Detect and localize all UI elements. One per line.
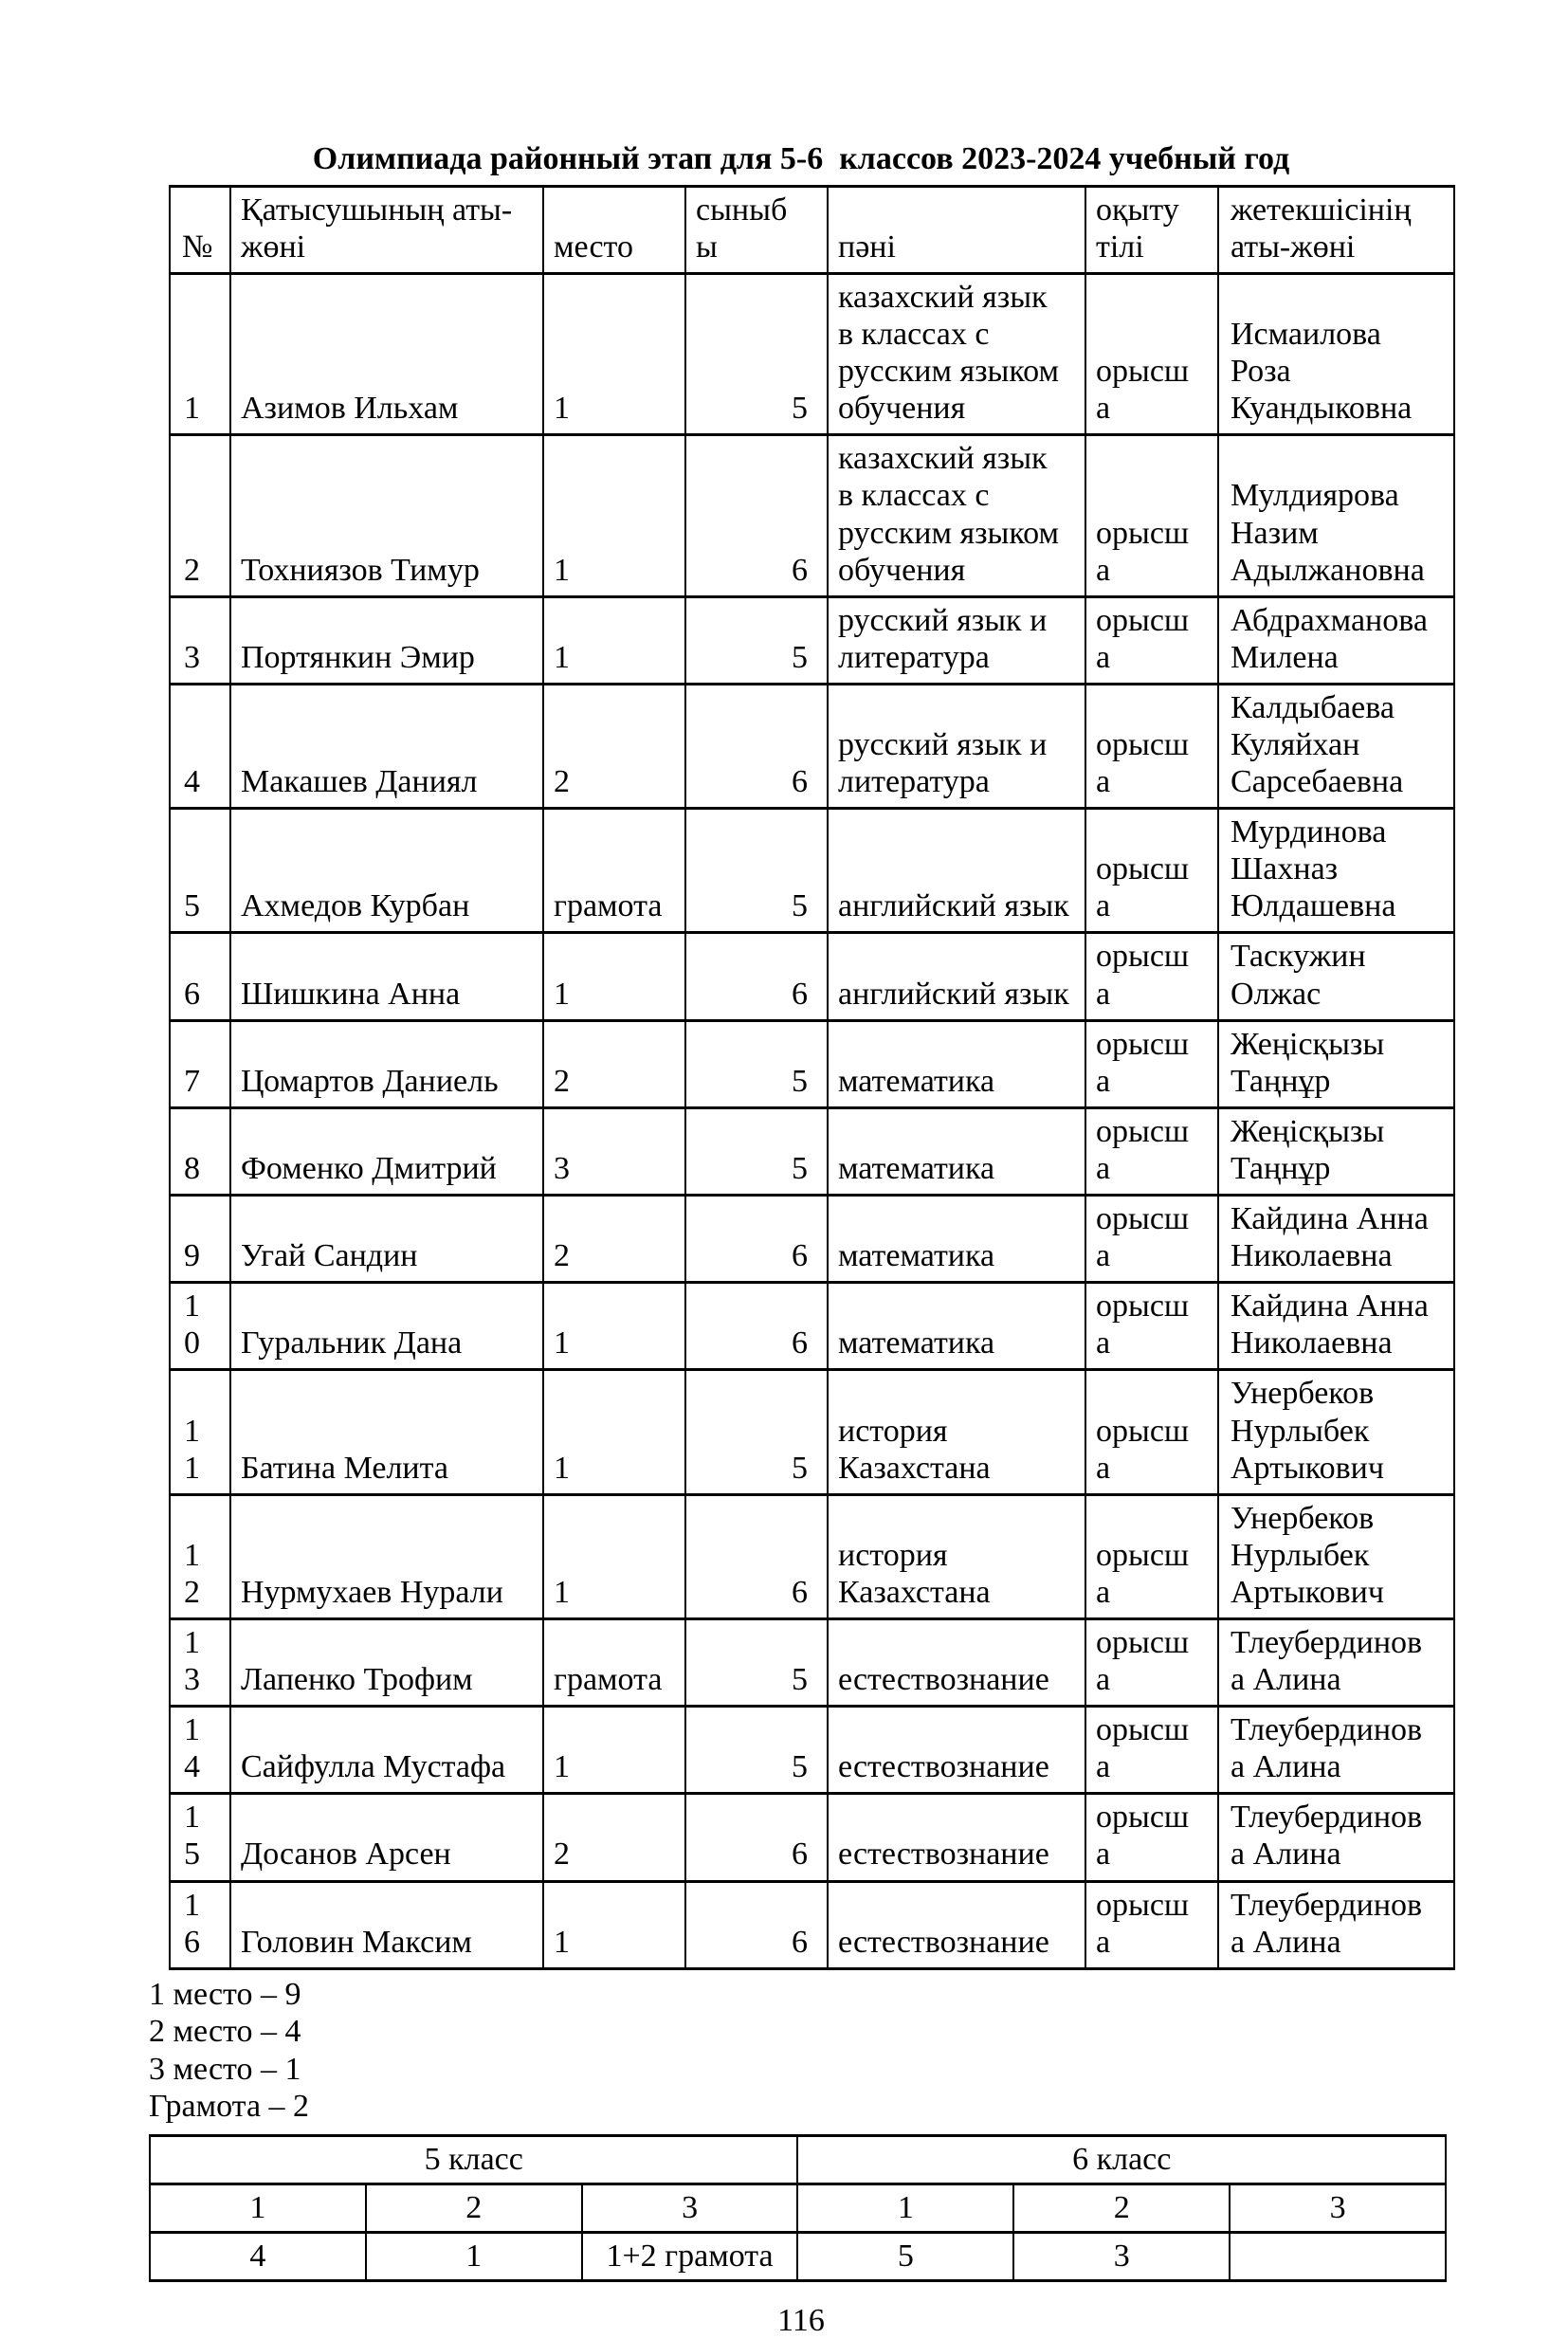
row-number-cell: 16: [170, 1881, 230, 1968]
teaching-language-cell: орысша: [1085, 1020, 1218, 1107]
row-number-cell: 12: [170, 1494, 230, 1618]
participant-name-cell: Цомартов Даниель: [230, 1020, 543, 1107]
row-number-cell: 14: [170, 1707, 230, 1794]
subject-cell: русский язык и литература: [828, 596, 1085, 684]
page-number: 116: [777, 2303, 825, 2339]
teacher-name-cell: Мулдиярова Назим Адылжановна: [1218, 435, 1454, 596]
table-row: [170, 596, 1454, 684]
participant-name-cell: Лапенко Трофим: [230, 1618, 543, 1706]
place-count: 5: [797, 2233, 1013, 2281]
participant-name-cell: Азимов Ильхам: [230, 273, 543, 434]
subject-cell: математика: [828, 1196, 1085, 1283]
participant-name-cell: Тохниязов Тимур: [230, 435, 543, 596]
subject-cell: математика: [828, 1107, 1085, 1195]
row-number-cell: 9: [170, 1196, 230, 1283]
grade-cell: 5: [685, 809, 828, 933]
grade-cell: 5: [685, 1020, 828, 1107]
table-row: [170, 273, 1454, 434]
place-header: 2: [1013, 2184, 1230, 2233]
subject-cell: история Казахстана: [828, 1494, 1085, 1618]
olympiad-table: [169, 185, 1455, 1970]
place-cell: 1: [543, 1283, 685, 1370]
row-number-cell: 1: [170, 273, 230, 434]
row-number-cell: 15: [170, 1794, 230, 1881]
subject-cell: русский язык и литература: [828, 684, 1085, 808]
column-header-teacher-name: жетекшісінің аты-жөні: [1218, 186, 1454, 273]
row-number-cell: 8: [170, 1107, 230, 1195]
summary-line-second-place: 2 место – 4: [149, 2014, 301, 2050]
teaching-language-cell: орысша: [1085, 1707, 1218, 1794]
place-count: 1: [366, 2233, 582, 2281]
teacher-name-cell: Тлеубердинова Алина: [1218, 1881, 1454, 1968]
grade-cell: 5: [685, 1370, 828, 1494]
table-row: [170, 684, 1454, 808]
teacher-name-cell: Мурдинова Шахназ Юлдашевна: [1218, 809, 1454, 933]
results-count-row: [150, 2233, 1446, 2281]
participant-name-cell: Макашев Даниял: [230, 684, 543, 808]
place-cell: 3: [543, 1107, 685, 1195]
table-row: [170, 1020, 1454, 1107]
place-cell: 2: [543, 1794, 685, 1881]
grade-cell: 5: [685, 1618, 828, 1706]
row-number-cell: 4: [170, 684, 230, 808]
subject-cell: английский язык: [828, 933, 1085, 1020]
place-cell: 1: [543, 1494, 685, 1618]
teacher-name-cell: Абдрахманова Милена: [1218, 596, 1454, 684]
column-header-teaching-language: оқыту тілі: [1085, 186, 1218, 273]
summary-block: [149, 1976, 1454, 2126]
teaching-language-cell: орысша: [1085, 1618, 1218, 1706]
participant-name-cell: Ахмедов Курбан: [230, 809, 543, 933]
grade-cell: 6: [685, 1494, 828, 1618]
teaching-language-cell: орысша: [1085, 1283, 1218, 1370]
row-number-cell: 3: [170, 596, 230, 684]
results-group-row: [150, 2136, 1446, 2184]
participant-name-cell: Головин Максим: [230, 1881, 543, 1968]
teacher-name-cell: Калдыбаева Куляйхан Сарсебаевна: [1218, 684, 1454, 808]
place-cell: 1: [543, 596, 685, 684]
place-cell: грамота: [543, 809, 685, 933]
place-count: 3: [1013, 2233, 1230, 2281]
participant-name-cell: Угай Сандин: [230, 1196, 543, 1283]
place-header: 3: [1230, 2184, 1446, 2233]
grade-cell: 6: [685, 1881, 828, 1968]
subject-cell: казахский язык в классах с русским языком обучения: [828, 435, 1085, 596]
subject-cell: естествознание: [828, 1707, 1085, 1794]
table-row: [170, 1881, 1454, 1968]
summary-line-first-place: 1 место – 9: [149, 1976, 301, 2012]
table-row: [170, 1196, 1454, 1283]
teacher-name-cell: Кайдина Анна Николаевна: [1218, 1196, 1454, 1283]
place-count: [1230, 2233, 1446, 2281]
teaching-language-cell: орысша: [1085, 1370, 1218, 1494]
subject-cell: английский язык: [828, 809, 1085, 933]
grade-cell: 6: [685, 1196, 828, 1283]
teaching-language-cell: орысша: [1085, 684, 1218, 808]
teaching-language-cell: орысша: [1085, 933, 1218, 1020]
place-header: 3: [582, 2184, 798, 2233]
place-cell: 1: [543, 1707, 685, 1794]
row-number-cell: 11: [170, 1370, 230, 1494]
olympiad-table-header: [170, 186, 1454, 273]
olympiad-table-body: [170, 273, 1454, 1968]
teaching-language-cell: орысша: [1085, 1794, 1218, 1881]
place-header: 1: [797, 2184, 1013, 2233]
column-header-grade: сыныбы: [685, 186, 828, 273]
teaching-language-cell: орысша: [1085, 1494, 1218, 1618]
table-row: [170, 1107, 1454, 1195]
teacher-name-cell: Кайдина Анна Николаевна: [1218, 1283, 1454, 1370]
summary-line-diploma: Грамота – 2: [149, 2089, 310, 2125]
column-header-participant-name: Қатысушының аты-жөні: [230, 186, 543, 273]
participant-name-cell: Батина Мелита: [230, 1370, 543, 1494]
table-row: [170, 1707, 1454, 1794]
teacher-name-cell: Унербеков Нурлыбек Артыкович: [1218, 1370, 1454, 1494]
place-cell: 2: [543, 1196, 685, 1283]
table-row: [170, 1283, 1454, 1370]
page-title: Олимпиада районный этап для 5-6 классов 2023-2024 учебный год: [312, 141, 1290, 176]
grade-cell: 6: [685, 1794, 828, 1881]
participant-name-cell: Портянкин Эмир: [230, 596, 543, 684]
teacher-name-cell: Тлеубердинова Алина: [1218, 1794, 1454, 1881]
teaching-language-cell: орысша: [1085, 1107, 1218, 1195]
table-row: [170, 1370, 1454, 1494]
group-header-grade5: 5 класс: [150, 2136, 797, 2184]
row-number-cell: 5: [170, 809, 230, 933]
table-row: [170, 933, 1454, 1020]
subject-cell: естествознание: [828, 1881, 1085, 1968]
teaching-language-cell: орысша: [1085, 809, 1218, 933]
group-header-grade6: 6 класс: [797, 2136, 1446, 2184]
place-cell: грамота: [543, 1618, 685, 1706]
grade-cell: 5: [685, 1707, 828, 1794]
participant-name-cell: Фоменко Дмитрий: [230, 1107, 543, 1195]
place-cell: 1: [543, 933, 685, 1020]
place-header: 2: [366, 2184, 582, 2233]
grade-cell: 5: [685, 1107, 828, 1195]
table-row: [170, 1794, 1454, 1881]
teacher-name-cell: Жеңісқызы Таңнұр: [1218, 1020, 1454, 1107]
teacher-name-cell: Жеңісқызы Таңнұр: [1218, 1107, 1454, 1195]
teacher-name-cell: Исмаилова Роза Куандыковна: [1218, 273, 1454, 434]
teaching-language-cell: орысша: [1085, 1881, 1218, 1968]
row-number-cell: 6: [170, 933, 230, 1020]
place-cell: 2: [543, 1020, 685, 1107]
table-row: [170, 1618, 1454, 1706]
subject-cell: история Казахстана: [828, 1370, 1085, 1494]
participant-name-cell: Шишкина Анна: [230, 933, 543, 1020]
participant-name-cell: Досанов Арсен: [230, 1794, 543, 1881]
grade-cell: 6: [685, 1283, 828, 1370]
row-number-cell: 13: [170, 1618, 230, 1706]
column-header-place: место: [543, 186, 685, 273]
table-row: [170, 1494, 1454, 1618]
teaching-language-cell: орысша: [1085, 273, 1218, 434]
place-cell: 1: [543, 273, 685, 434]
participant-name-cell: Гуральник Дана: [230, 1283, 543, 1370]
grade-cell: 6: [685, 684, 828, 808]
column-header-subject: пәні: [828, 186, 1085, 273]
subject-cell: математика: [828, 1283, 1085, 1370]
place-count: 4: [150, 2233, 366, 2281]
results-place-row: [150, 2184, 1446, 2233]
column-header-row-number: №: [170, 186, 230, 273]
place-cell: 1: [543, 435, 685, 596]
table-row: [170, 435, 1454, 596]
place-count: 1+2 грамота: [582, 2233, 798, 2281]
subject-cell: математика: [828, 1020, 1085, 1107]
row-number-cell: 7: [170, 1020, 230, 1107]
subject-cell: казахский язык в классах с русским языком обучения: [828, 273, 1085, 434]
teacher-name-cell: Таскужин Олжас: [1218, 933, 1454, 1020]
results-table: [149, 2134, 1447, 2282]
grade-cell: 5: [685, 596, 828, 684]
teaching-language-cell: орысша: [1085, 435, 1218, 596]
place-cell: 2: [543, 684, 685, 808]
row-number-cell: 2: [170, 435, 230, 596]
teaching-language-cell: орысша: [1085, 1196, 1218, 1283]
participant-name-cell: Нурмухаев Нурали: [230, 1494, 543, 1618]
teacher-name-cell: Тлеубердинова Алина: [1218, 1707, 1454, 1794]
place-cell: 1: [543, 1881, 685, 1968]
teaching-language-cell: орысша: [1085, 596, 1218, 684]
row-number-cell: 10: [170, 1283, 230, 1370]
header-row: [170, 186, 1454, 273]
grade-cell: 6: [685, 933, 828, 1020]
table-row: [170, 809, 1454, 933]
participant-name-cell: Сайфулла Мустафа: [230, 1707, 543, 1794]
teacher-name-cell: Тлеубердинова Алина: [1218, 1618, 1454, 1706]
grade-cell: 6: [685, 435, 828, 596]
subject-cell: естествознание: [828, 1618, 1085, 1706]
place-header: 1: [150, 2184, 366, 2233]
grade-cell: 5: [685, 273, 828, 434]
place-cell: 1: [543, 1370, 685, 1494]
summary-line-third-place: 3 место – 1: [149, 2051, 301, 2087]
subject-cell: естествознание: [828, 1794, 1085, 1881]
teacher-name-cell: Унербеков Нурлыбек Артыкович: [1218, 1494, 1454, 1618]
